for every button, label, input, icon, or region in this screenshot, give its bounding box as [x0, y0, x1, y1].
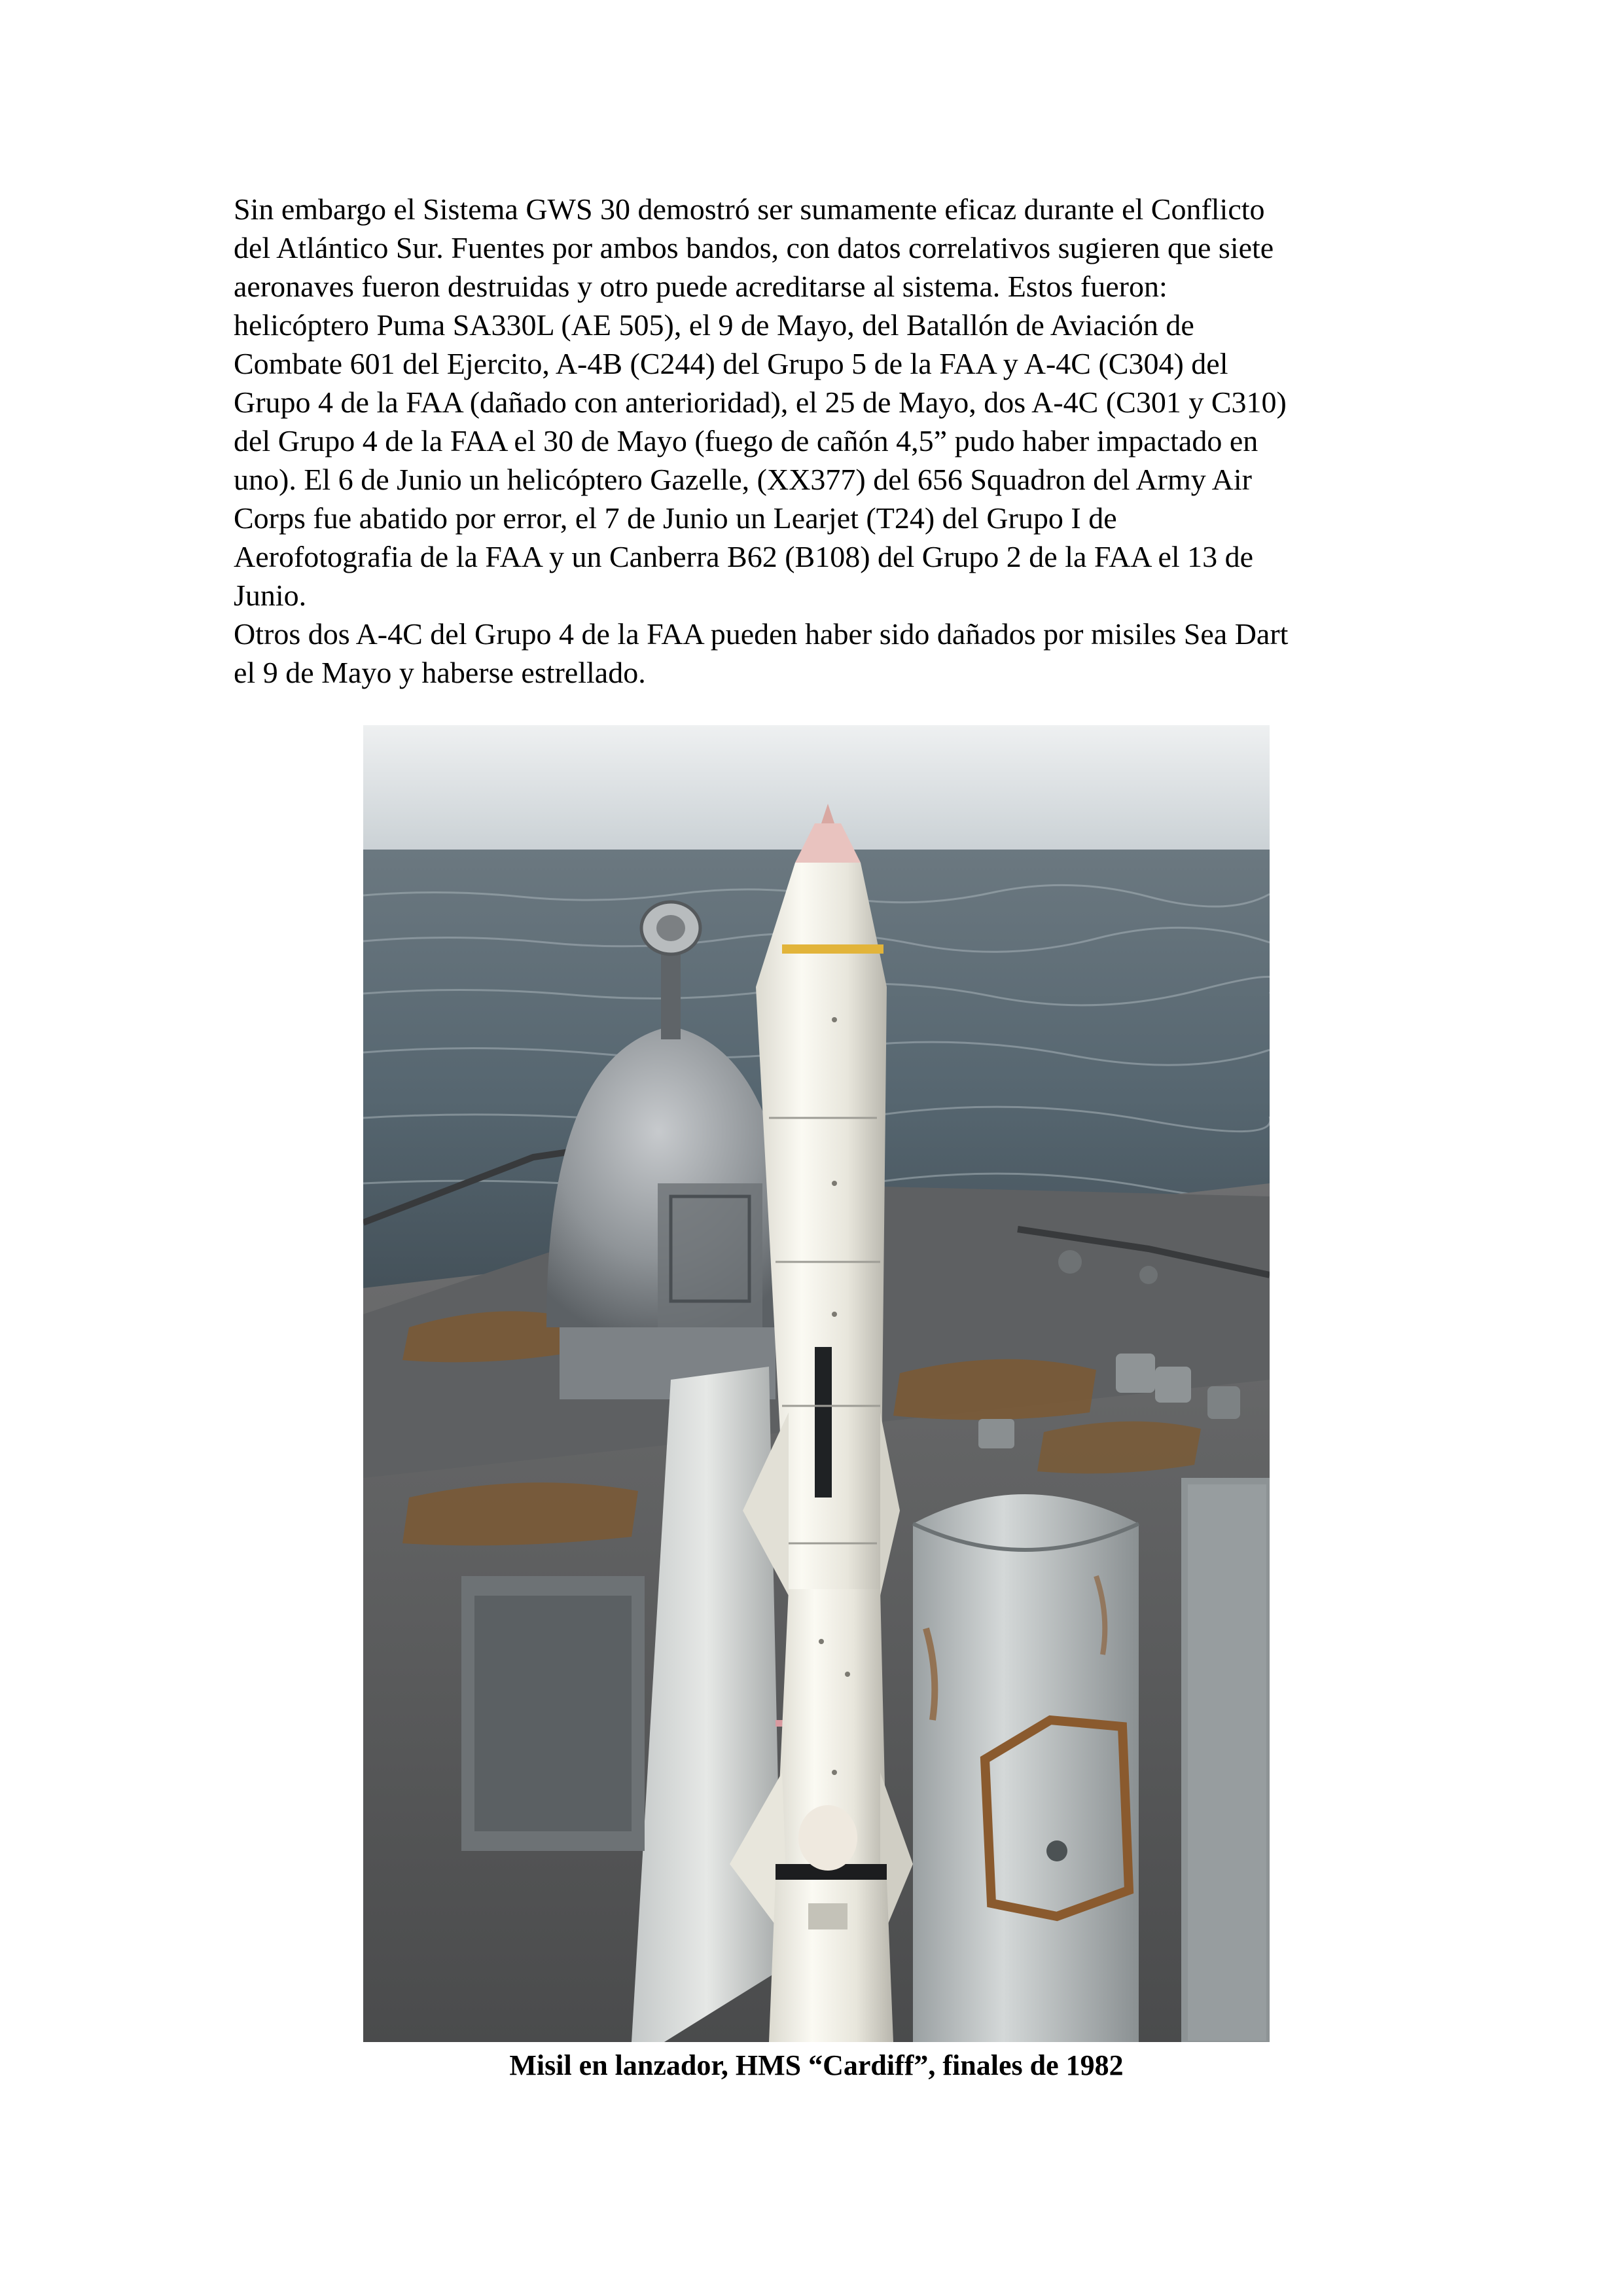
body-paragraph [234, 190, 1425, 692]
text-line: el 9 de Mayo y haberse estrellado. [234, 656, 646, 689]
text-line: uno). El 6 de Junio un helicóptero Gazelle, (XX377) del 656 Squadron del Army Air [234, 463, 1253, 496]
text-line: Otros dos A-4C del Grupo 4 de la FAA pueden haber sido dañados por misiles Sea Dart [234, 617, 1289, 651]
photo-illustration [363, 725, 1270, 2042]
text-line: Sin embargo el Sistema GWS 30 demostró ser sumamente eficaz durante el Conflicto [234, 192, 1265, 226]
text-line: del Grupo 4 de la FAA el 30 de Mayo (fuego de cañón 4,5” pudo haber impactado en [234, 424, 1258, 457]
text-line: Corps fue abatido por error, el 7 de Junio un Learjet (T24) del Grupo I de [234, 501, 1117, 535]
text-line: Grupo 4 de la FAA (dañado con anterioridad), el 25 de Mayo, dos A-4C (C301 y C310) [234, 386, 1287, 419]
figure-caption: Misil en lanzador, HMS “Cardiff”, finales de 1982 [509, 2049, 1124, 2081]
missile-launcher-photo [363, 725, 1270, 2042]
text-line: Combate 601 del Ejercito, A-4B (C244) del Grupo 5 de la FAA y A-4C (C304) del [234, 347, 1228, 380]
text-line: Junio. [234, 579, 307, 612]
text-line: helicóptero Puma SA330L (AE 505), el 9 de Mayo, del Batallón de Aviación de [234, 308, 1194, 342]
text-line: aeronaves fueron destruidas y otro puede acreditarse al sistema. Estos fueron: [234, 270, 1168, 303]
text-line: Aerofotografia de la FAA y un Canberra B62 (B108) del Grupo 2 de la FAA el 13 de [234, 540, 1254, 573]
text-line: del Atlántico Sur. Fuentes por ambos bandos, con datos correlativos sugieren que siete [234, 231, 1274, 264]
